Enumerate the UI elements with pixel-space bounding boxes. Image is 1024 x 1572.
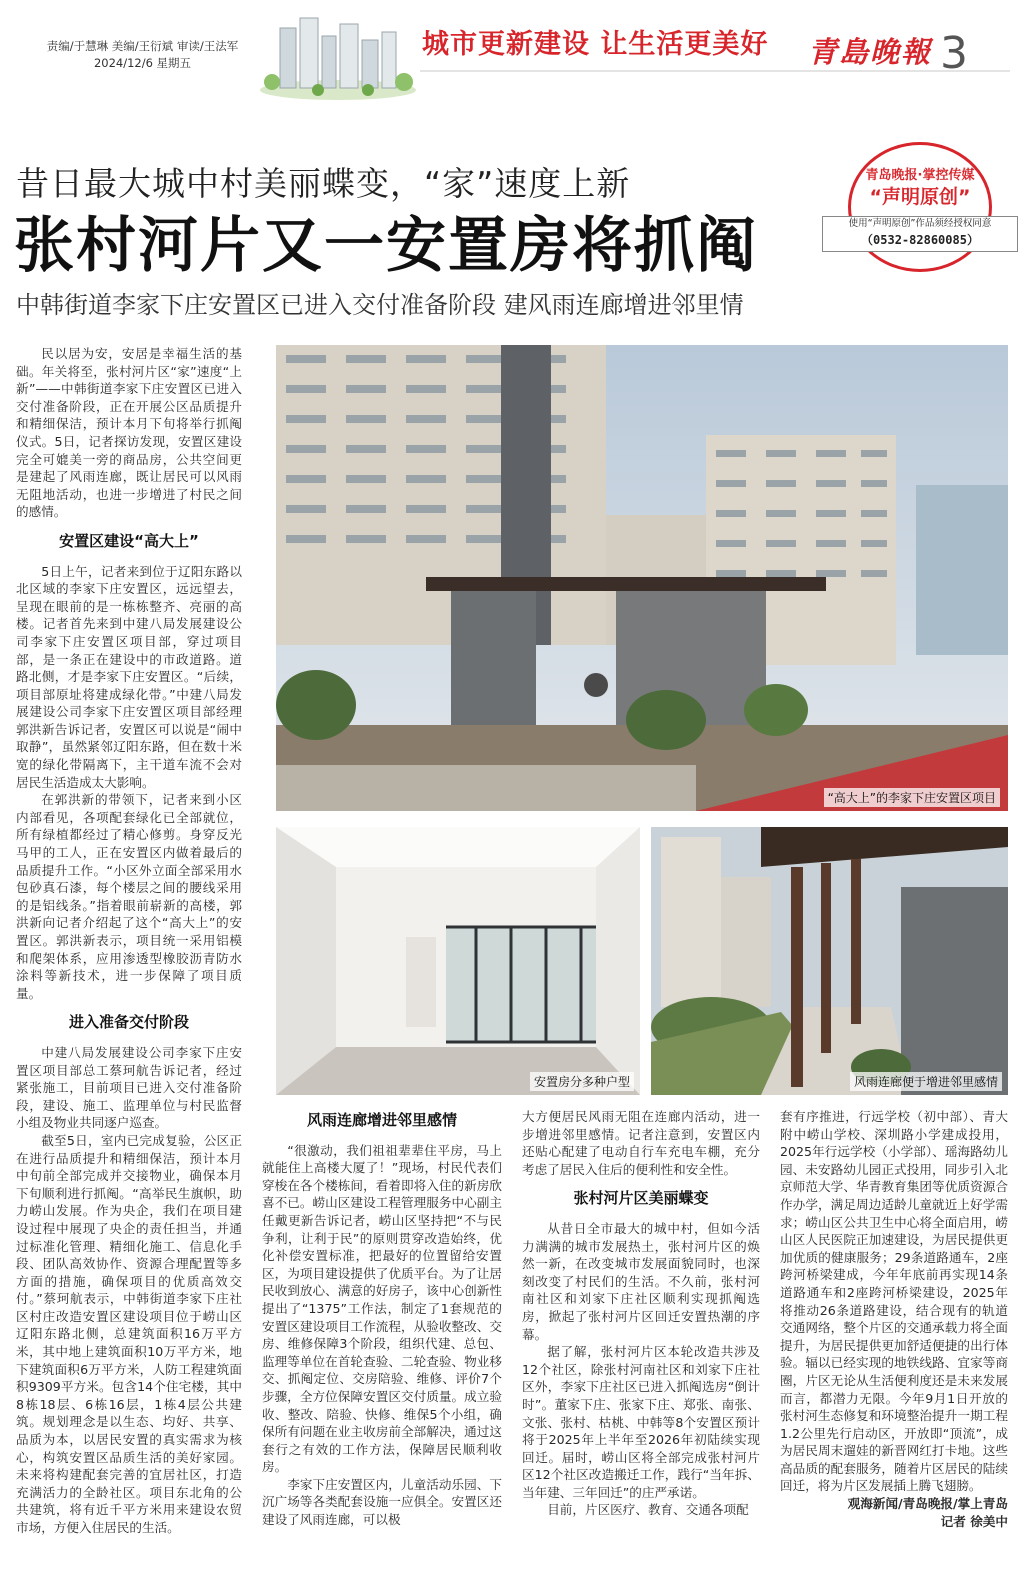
city-skyline-illustration [258,10,418,102]
headline-kicker: 昔日最大城中村美丽蝶变，“家”速度上新 [16,164,631,203]
article-column-3 [522,1108,760,1572]
article-paragraph: 在郭洪新的带领下，记者来到小区内部看见，各项配套绿化已全部就位，所有绿植都经过了精心修剪。身穿反光马甲的工人，正在安置区内做着最后的品质提升工作。“小区外立面全部采用水包砂真石漆，每个楼层之间的腰线采用的是铝线条。”指着眼前崭新的高楼，郭洪新向记者介绍起了这个“高大上”的安置区。郭洪新表示，项目统一采用铝模和爬架体系，应用渗透型橡胶沥青防水涂料等新技术，进一步保障了项目质量。 [16,792,242,1001]
stamp-notice-box [822,216,1018,252]
article-paragraph: 民以居为安，安居是幸福生活的基础。年关将至，张村河片区“家”速度“上新”——中韩街道李家下庄安置区已进入交付准备阶段，正在开展公区品质提升和精细保洁，预计本月下旬将举行抓阄仪式。5日，记者探访发现，安置区建设完全可媲美一旁的商品房，公共空间更是建起了风雨连廊，既让居民可以风雨无阻地活动，也进一步增进了村民之间的感情。 [16,346,242,520]
article-paragraph: 5日上午，记者来到位于辽阳东路以北区域的李家下庄安置区，远远望去，呈现在眼前的是一栋栋整齐、亮丽的高楼。记者首先来到中建八局发展建设公司李家下庄安置区项目部，穿过项目部，是一条正在建设中的市政道路。道路北侧，才是李家下庄安置区。“后续，项目部原址将建成绿化带。”中建八局发展建设公司李家下庄安置区项目部经理郭洪新告诉记者，安置区可以说是“闹中取静”，虽然紧邻辽阳东路，但在数十米宽的绿化带隔离下，主干道车流不会对居民生活造成太大影响。 [16,563,242,790]
section-heading: 安置区建设“高大上” [59,531,199,550]
section-heading: 进入准备交付阶段 [68,1013,189,1032]
article-paragraph: 目前，片区医疗、教育、交通各项配 [547,1502,749,1518]
interior-photo [276,827,640,1095]
page-header [0,0,1024,112]
byline-reporter: 记者 徐美中 [940,1513,1008,1529]
article-paragraph: “很激动，我们祖祖辈辈住平房，马上就能住上高楼大厦了！”现场，村民代表们穿梭在各个楼栋间，看着即将入住的新房欣喜不已。崂山区建设工程管理服务中心副主任戴更新告诉记者，崂山区坚持把“不与民争利，让利于民”的原则贯穿改造始终，优化补偿安置标准，把最好的位置留给安置区，为项目建设提供了优质平台。为了让居民收到放心、满意的好房子，该中心创新性提出了“1375”工作法，制定了1套规范的安置区建设项目工作流程，从验收整改、交房、维修保障3个阶段，组织代建、总包、监理等单位在首轮查验、二轮查验、物业移交、抓阄定位、交房陪验、维修、评价7个步骤，全方位保障安置区交付质量。成立验收、整改、陪验、快修、维保5个小组，确保所有问题在业主收房前全部解决，通过这套行之有效的工作方法，保障居民顺利收房。 [262,1142,502,1475]
headline-title: 张村河片又一安置房将抓阄 [14,211,758,281]
section-heading: 风雨连廊增进邻里感情 [306,1111,457,1129]
article-paragraph: 据了解，张村河片区本轮改造共涉及12个社区，除张村河南社区和刘家下庄社区外，李家下庄社区已进入抓阄选房“倒计时”。董家下庄、张家下庄、郑张、南张、文张、张村、枯桃、中韩等8个安置区预计将于2025年上半年至2026年初陆续实现回迁。届时，崂山区将全部完成张村河片区12个社区改造搬迁工作，践行“当年拆、当年建、三年回迁”的庄严承诺。 [522,1344,760,1500]
article-column-1 [16,345,242,1572]
interior-photo-caption: 安置房分多种户型 [530,1072,634,1091]
article-paragraph: 大方便居民风雨无阻在连廊内活动，进一步增进邻里感情。记者注意到，安置区内还贴心配建了电动自行车充电车棚，充分考虑了居民入住后的便利性和安全性。 [522,1109,760,1177]
editor-credits [20,38,265,72]
article-paragraph: 套有序推进，行远学校（初中部）、青大附中崂山学校、深圳路小学建成投用，2025年行远学校（小学部）、瑶海路幼儿园、未安路幼儿园正式投用，同步引入北京师范大学、华青教育集团等优质资源合作办学，满足周边适龄儿童就近上好学需求；崂山区公共卫生中心将全面启用，崂山区人民医院正加速建设，为居民提供更加优质的健康服务；29条道路通车，2座跨河桥梁建成，今年年底前再实现14条道路通车和2座跨河桥梁建设，2025年将推动26条道路建设，结合现有的轨道交通网络，整个片区的交通承载力将全面提升，为居民提供更加舒适便捷的出行体验。辐以已经实现的地铁线路、宜家等商圈，片区无论从生活便利度还是未来发展而言，都潜力无限。今年9月1日开放的张村河生态修复和环境整治提升一期工程1.2公里先行启动区，开放即“顶流”，成为居民周末遛娃的新晋网红打卡地。这些高品质的配套服务，随着片区居民的陆续回迁，将为片区发展插上腾飞翅膀。 [780,1109,1008,1494]
article-column-2 [262,1108,502,1572]
main-photo [276,345,1008,811]
byline-outlets: 观海新闻/青岛晚报/掌上青岛 [847,1496,1008,1512]
stamp-original-label: “声明原创” [869,186,971,208]
stamp-media-label: 青岛晚报·掌控传媒 [865,168,975,183]
corridor-photo-caption: 风雨连廊便于增进邻里感情 [850,1072,1002,1091]
page-number: 3 [940,28,968,79]
section-slogan: 城市更新建设 让生活更美好 [422,29,769,60]
stamp-notice: 使用“声明原创”作品须经授权同意 [848,218,992,229]
headline-subtitle: 中韩街道李家下庄安置区已进入交付准备阶段 建风雨连廊增进邻里情 [16,291,744,319]
article-paragraph: 中建八局发展建设公司李家下庄安置区项目部总工蔡珂航告诉记者，经过紧张施工，目前项目已进入交付准备阶段，建设、施工、监理单位与村民监督小组及物业共同逐户巡查。 [16,1044,242,1131]
section-heading: 张村河片区美丽蝶变 [573,1189,709,1208]
article-paragraph: 李家下庄安置区内，儿童活动乐园、下沉广场等各类配套设施一应俱全。安置区还建设了风雨连廊，可以极 [262,1476,502,1528]
corridor-photo [651,827,1008,1095]
issue-date: 2024/12/6 星期五 [93,56,192,70]
stamp-phone: （0532-82860085） [861,233,979,247]
main-photo-caption: “高大上”的李家下庄安置区项目 [824,788,1000,807]
article-paragraph: 从昔日全市最大的城中村，但如今活力满满的城市发展热土，张村河片区的焕然一新，在改变城市发展面貌同时，也深刻改变了村民们的生活。不久前，张村河南社区和刘家下庄社区顺利实现抓阄选房，掀起了张村河片区回迁安置热潮的序幕。 [522,1220,760,1342]
article-column-4 [780,1108,1008,1572]
original-content-stamp [820,142,1020,272]
credits-line: 责编/于慧琳 美编/王衍斌 审读/王法军 [46,39,239,53]
newspaper-logo: 青島晚報 [808,35,933,69]
article-paragraph: 截至5日，室内已完成复验，公区正在进行品质提升和精细保洁，预计本月中旬前全部完成并交接物业，确保本月下旬顺利进行抓阄。“高举民生旗帜，助力崂山发展。作为央企，我们在项目建设过程中展现了央企的责任担当，并通过标准化管理、精细化施工、信息化手段、团队高效协作、资源合理配置等多方面的措施，确保项目的优质高效交付。”蔡珂航表示，中韩街道李家下庄社区村庄改造安置区建设项目位于崂山区辽阳东路北侧，总建筑面积16万平方米，其中地上建筑面积10万平方米，地下建筑面积6万平方米，人防工程建筑面积9309平方米。包含14个住宅楼，其中8栋18层、6栋16层，1栋4层公共建筑。规划理念是以生态、均好、共享、品质为本，以居民安置的真实需求为核心，构筑安置区品质生活的美好家园。未来将构建配套完善的宜居社区，打造充满活力的全龄社区。项目东北角的公共建筑，将有近千平方米用来建设农贸市场，方便入住居民的生活。 [16,1132,242,1535]
